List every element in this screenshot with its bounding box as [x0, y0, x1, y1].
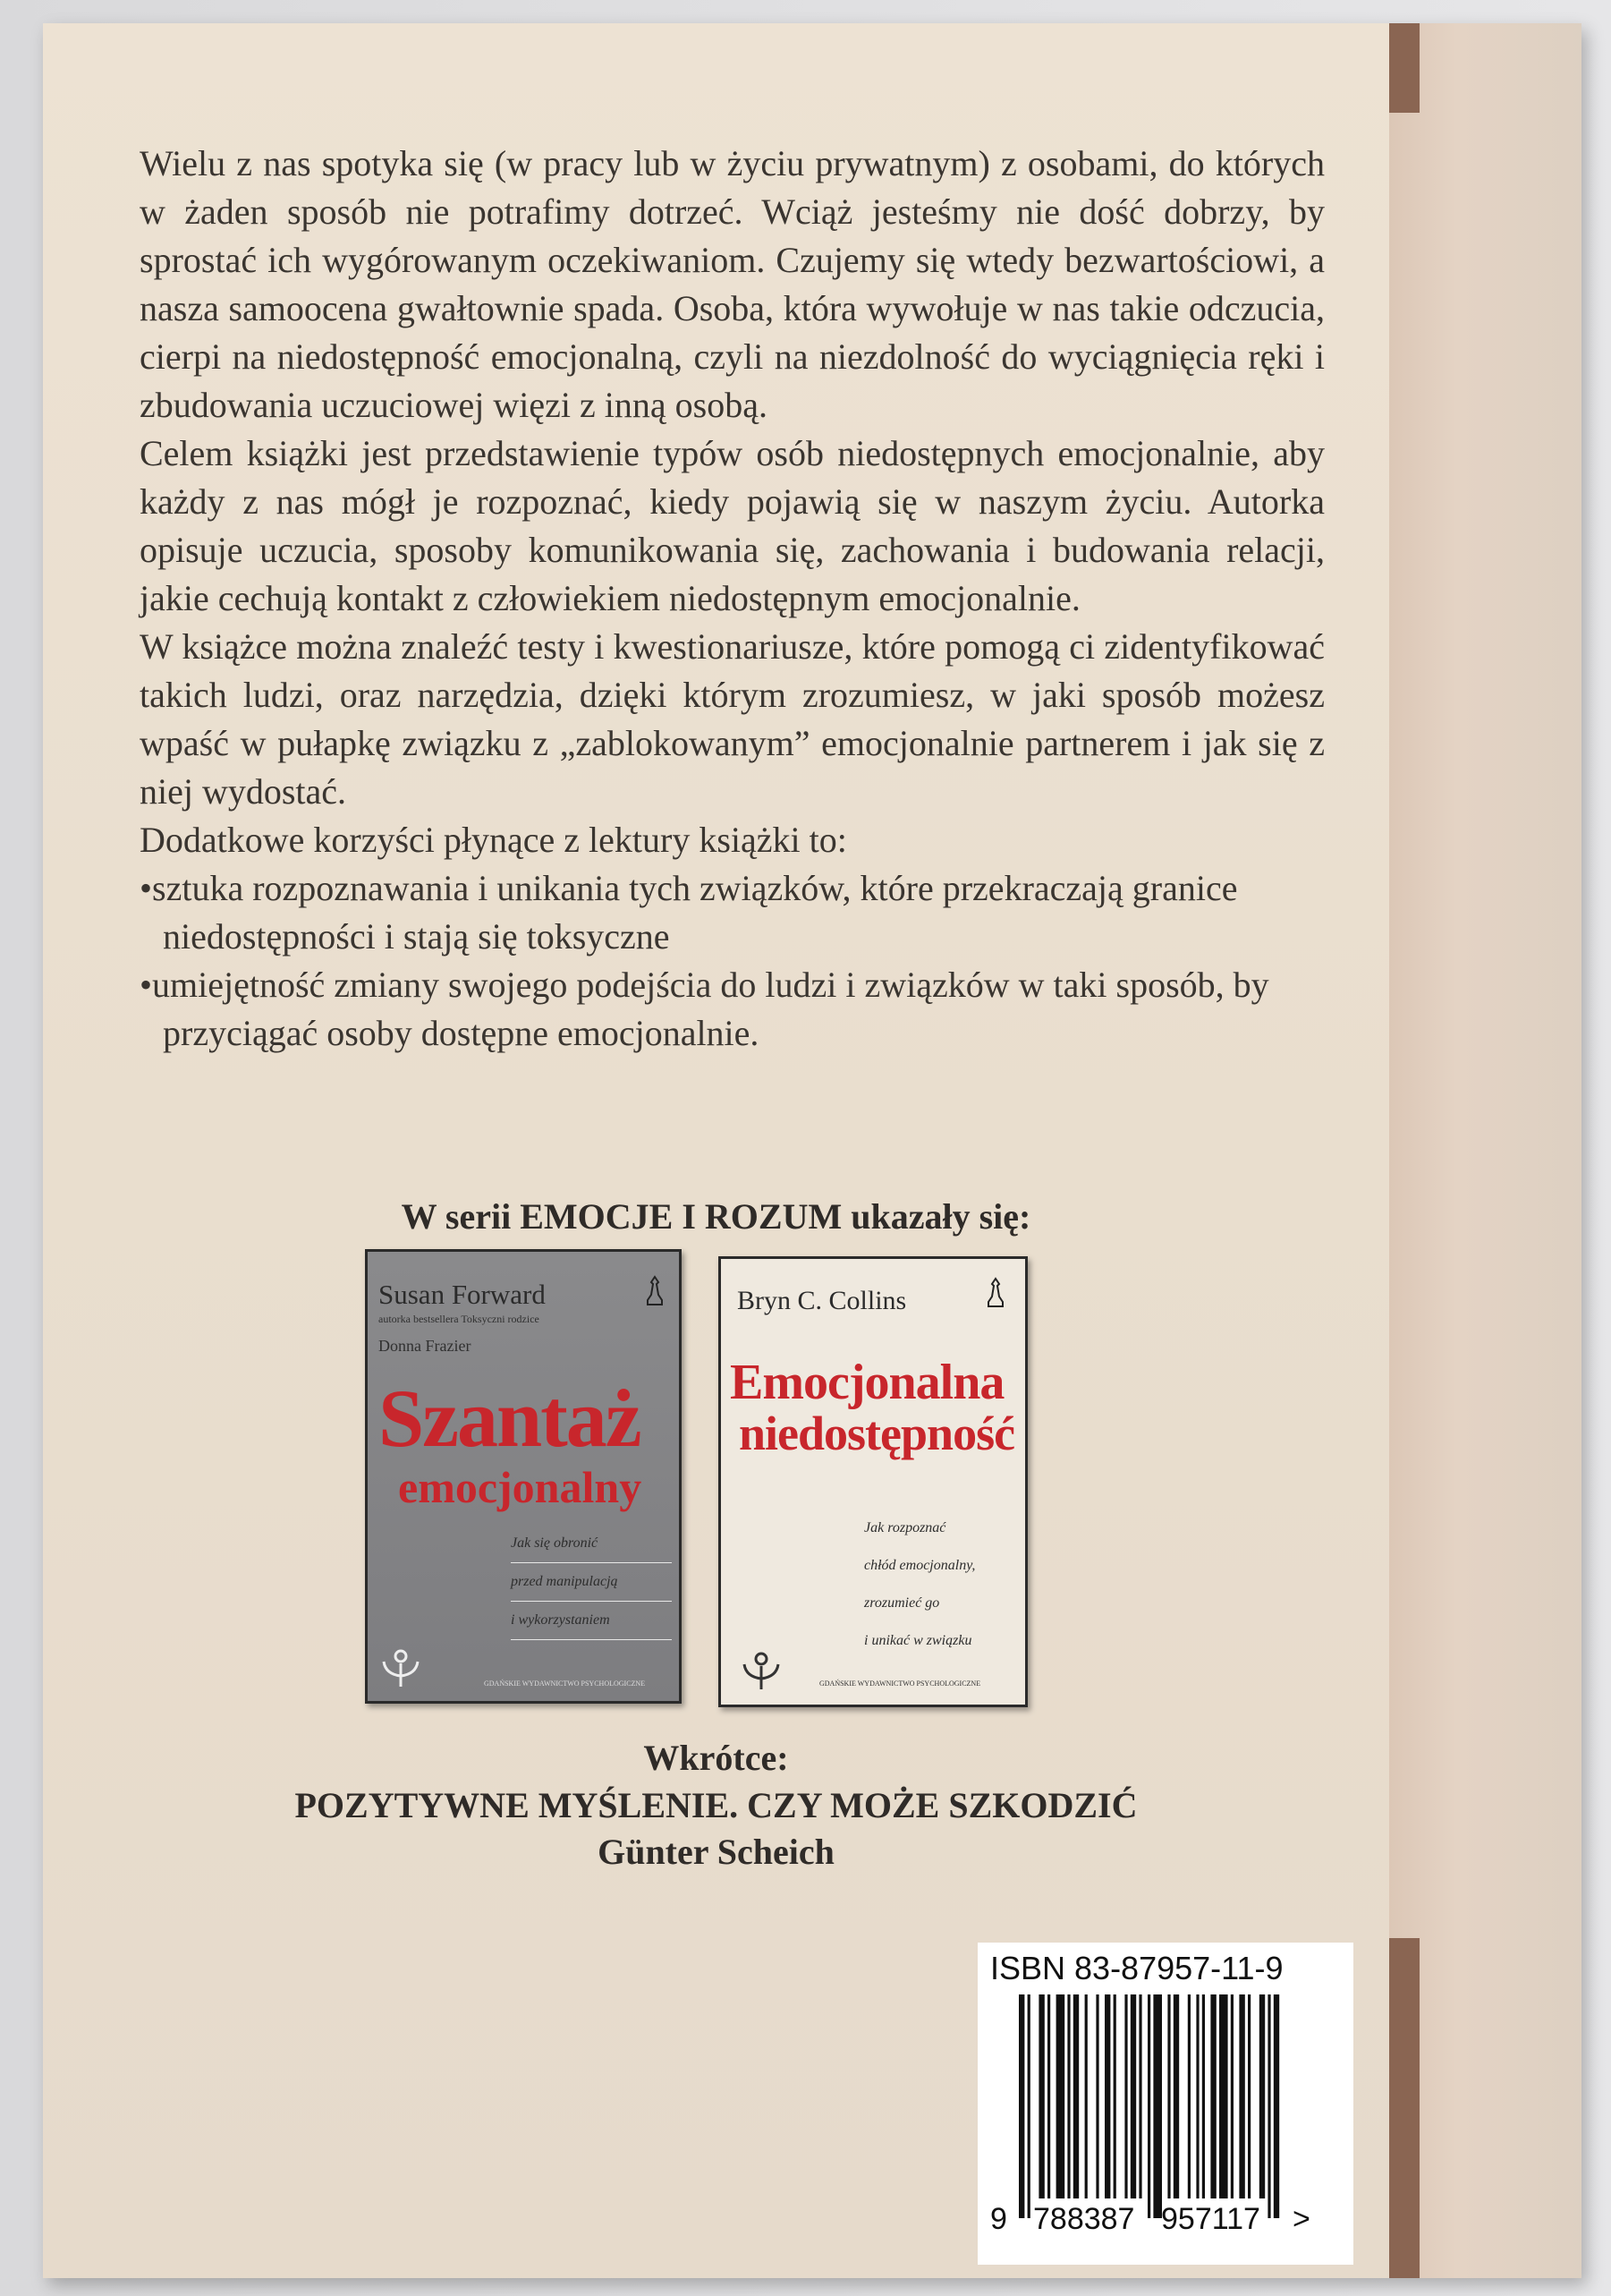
- barcode-bar: [1153, 1994, 1162, 2218]
- barcode-bar: [1196, 1994, 1199, 2198]
- series-heading: W serii EMOCJE I ROZUM ukazały się:: [401, 1196, 1031, 1237]
- book2-author: Bryn C. Collins: [737, 1286, 907, 1315]
- book1-subtitle-line1: Jak się obronić: [511, 1525, 672, 1563]
- upcoming-label: Wkrótce:: [643, 1738, 789, 1778]
- barcode-bar: [1067, 1994, 1070, 2198]
- book1-subtitle-line2: przed manipulacją: [511, 1563, 672, 1602]
- ean-group-2: 957117: [1161, 2202, 1260, 2236]
- book2-subtitle-line4: i unikać w związku: [864, 1633, 972, 1648]
- barcode-bar: [1148, 1994, 1150, 2218]
- barcode-bar: [1124, 1994, 1127, 2198]
- barcode-bar: [1105, 1994, 1110, 2198]
- book1-coauthor: Donna Frazier: [378, 1337, 471, 1355]
- book2-subtitle: [864, 1509, 1021, 1660]
- book2-subtitle-line3: zrozumieć go: [864, 1595, 940, 1611]
- spine-band-bottom: [1389, 1938, 1420, 2278]
- book2-title-line2: niedostępność: [739, 1407, 1015, 1460]
- blurb-paragraph-4: Dodatkowe korzyści płynące z lektury książki to:: [140, 820, 847, 860]
- blurb-text: [140, 140, 1325, 1058]
- barcode-bar: [1073, 1994, 1079, 2198]
- ean-lead-digit: 9: [990, 2202, 1007, 2236]
- barcode-bar: [1248, 1994, 1251, 2198]
- book2-subtitle-line2: chłód emocjonalny,: [864, 1558, 976, 1573]
- barcode-bar: [1131, 1994, 1136, 2198]
- book1-author: Susan Forward: [378, 1279, 546, 1310]
- chess-piece-icon: [645, 1275, 665, 1307]
- book1-author-note: autorka bestsellera Toksyczni rodzice: [378, 1313, 539, 1325]
- barcode-bar: [1039, 1994, 1044, 2198]
- book2-subtitle-line1: Jak rozpoznać: [864, 1520, 946, 1535]
- barcode: [1019, 1994, 1287, 2227]
- barcode-bar: [1174, 1994, 1179, 2198]
- book1-subtitle: [511, 1525, 672, 1640]
- barcode-bar: [1188, 1994, 1191, 2198]
- barcode-bar: [1114, 1994, 1116, 2198]
- barcode-bar: [1096, 1994, 1098, 2198]
- book2-title-line1: Emocjonalna: [730, 1355, 1005, 1410]
- barcode-bar: [1139, 1994, 1141, 2198]
- publisher-logo-icon: [378, 1645, 423, 1690]
- barcode-bar: [1259, 1994, 1265, 2198]
- barcode-bar: [1219, 1994, 1228, 2198]
- ean-end-mark: >: [1293, 2202, 1310, 2236]
- blurb-paragraph-3: W książce można znaleźć testy i kwestionariusze, które pomogą ci zidentyfikować takich ludzi, oraz narzędzia, dzięki którym zrozumiesz, w jaki sposób możesz wpaść w pułapkę związku z „zablokowanym” emocjonalnie partnerem i jak się z niej wydostać.: [140, 626, 1325, 812]
- book1-subtitle-line3: i wykorzystaniem: [511, 1602, 672, 1640]
- blurb-bullet-2: •umiejętność zmiany swojego podejścia do ludzi i związków w taki sposób, by przyciągać osoby dostępne emocjonalnie.: [140, 965, 1269, 1053]
- chess-piece-icon: [986, 1277, 1005, 1309]
- book-cover-emocjonalna: [718, 1256, 1028, 1707]
- barcode-bar: [1231, 1994, 1234, 2198]
- barcode-bar: [1274, 1994, 1279, 2218]
- barcode-bar: [1239, 1994, 1244, 2198]
- barcode-bar: [1085, 1994, 1088, 2198]
- book-back-cover: [43, 23, 1581, 2278]
- publisher-logo-icon: [739, 1648, 784, 1693]
- barcode-bar: [1047, 1994, 1050, 2198]
- blurb-paragraph-1: Wielu z nas spotyka się (w pracy lub w życiu prywatnym) z osobami, do których w żaden sposób nie potrafimy dotrzeć. Wciąż jesteśmy nie dość dobrzy, by sprostać ich wygórowanym oczekiwaniom. Czujemy się wtedy bezwartościowi, a nasza samoocena gwałtownie spada. Osoba, która wywołuje w nas takie odczucia, cierpi na niedostępność emocjonalną, czyli na niezdolność do wyciągnięcia ręki i zbudowania uczuciowej więzi z inną osobą.: [140, 143, 1325, 425]
- blurb-bullet-1: •sztuka rozpoznawania i unikania tych związków, które przekraczają granice niedostępności i stają się toksyczne: [140, 868, 1238, 957]
- isbn-barcode-panel: [978, 1943, 1353, 2265]
- upcoming-author: Günter Scheich: [598, 1832, 835, 1872]
- barcode-bar: [1210, 1994, 1216, 2198]
- book1-title-line1: Szantaż: [378, 1373, 640, 1464]
- barcode-bar: [1056, 1994, 1065, 2198]
- book-cover-szantaz: [365, 1249, 682, 1704]
- blurb-paragraph-2: Celem książki jest przedstawienie typów osób niedostępnych emocjonalnie, aby każdy z nas mógł je rozpoznać, kiedy pojawią się w naszym życiu. Autorka opisuje uczucia, sposoby komunikowania się, zachowania i budowania relacji, jakie cechują kontakt z człowiekiem niedostępnym emocjonalnie.: [140, 433, 1325, 618]
- barcode-bar: [1019, 1994, 1024, 2218]
- upcoming-title: POZYTYWNE MYŚLENIE. CZY MOŻE SZKODZIĆ: [294, 1785, 1138, 1825]
- book1-publisher: GDAŃSKIE WYDAWNICTWO PSYCHOLOGICZNE: [484, 1679, 646, 1688]
- barcode-bar: [1028, 1994, 1030, 2218]
- book1-title-line2: emocjonalny: [398, 1462, 642, 1512]
- barcode-bar: [1167, 1994, 1170, 2198]
- book2-publisher: GDAŃSKIE WYDAWNICTWO PSYCHOLOGICZNE: [819, 1679, 981, 1688]
- spine-band-top: [1389, 23, 1420, 113]
- ean-group-1: 788387: [1033, 2202, 1135, 2236]
- isbn-number: ISBN 83-87957-11-9: [990, 1950, 1284, 1986]
- barcode-bar: [1202, 1994, 1205, 2198]
- barcode-bar: [1268, 1994, 1270, 2218]
